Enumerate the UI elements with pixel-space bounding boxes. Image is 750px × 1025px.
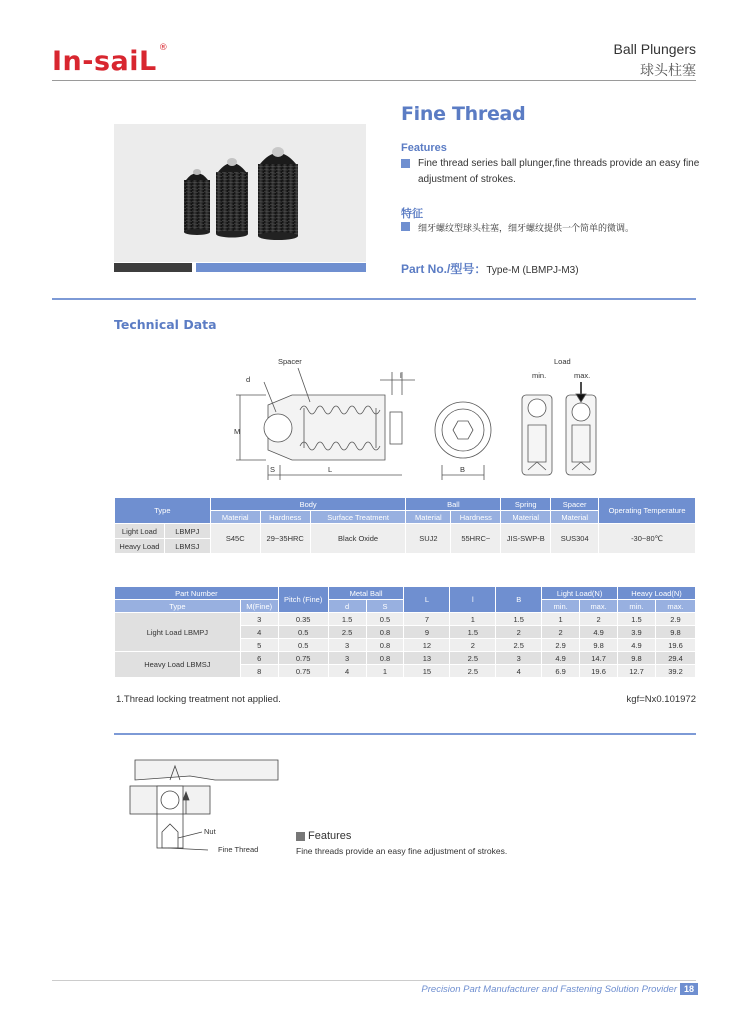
dim-cell: 0.8 — [366, 639, 404, 652]
label-l: L — [328, 465, 333, 474]
dim-sub-d: d — [328, 600, 366, 613]
spec-sub-header: Material — [210, 511, 260, 524]
footer-divider — [52, 980, 696, 981]
dim-cell: 14.7 — [580, 652, 618, 665]
part-number: Part No./型号：Type-M (LBMPJ-M3) — [401, 262, 579, 276]
dim-cell: 1 — [450, 613, 496, 626]
spec-header-spacer: Spacer — [551, 498, 599, 511]
dim-cell: 6.9 — [542, 665, 580, 678]
dim-cell: 2 — [542, 626, 580, 639]
spec-sub-header: Material — [551, 511, 599, 524]
dim-header-pitch: Pitch (Fine) — [278, 587, 328, 613]
label-fine-thread: Fine Thread — [218, 845, 259, 854]
note-text: 1.Thread locking treatment not applied. — [116, 694, 281, 705]
application-features-heading: Features — [308, 830, 352, 842]
plunger-medium — [216, 158, 248, 238]
dim-cell: 0.5 — [278, 639, 328, 652]
dim-cell: 2.9 — [542, 639, 580, 652]
dim-cell: 1.5 — [328, 613, 366, 626]
dim-cell: 3 — [496, 652, 542, 665]
dim-cell: 1 — [542, 613, 580, 626]
dim-cell: 9.8 — [580, 639, 618, 652]
dim-cell: 29.4 — [655, 652, 695, 665]
dim-cell: 7 — [404, 613, 450, 626]
dim-header-metal-ball: Metal Ball — [328, 587, 404, 600]
header-divider — [52, 80, 696, 81]
spec-value-cell: S45C — [210, 524, 260, 554]
dim-cell: 2.5 — [328, 626, 366, 639]
dim-cell: 5 — [240, 639, 278, 652]
dim-cell: 4.9 — [542, 652, 580, 665]
dim-cell: 3 — [240, 613, 278, 626]
label-d: d — [246, 375, 251, 384]
product-title: Fine Thread — [401, 103, 526, 125]
dim-cell: 2.5 — [496, 639, 542, 652]
plunger-large — [258, 147, 298, 240]
spec-value-cell: SUJ2 — [406, 524, 451, 554]
dim-cell: 0.75 — [278, 652, 328, 665]
technical-data-heading: Technical Data — [114, 317, 217, 332]
dim-cell: 2 — [580, 613, 618, 626]
label-small-l: l — [400, 371, 402, 380]
plunger-small — [184, 169, 210, 235]
dim-cell: 19.6 — [580, 665, 618, 678]
label-s: S — [270, 465, 276, 474]
spec-header-temp: Operating Temperature — [599, 498, 696, 524]
spec-value-cell: 55HRC~ — [451, 524, 501, 554]
features-text-cn: 细牙螺纹型球头柱塞，细牙螺纹提供一个简单的微调。 — [418, 223, 635, 233]
catalog-subtitle-cn: 球头柱塞 — [640, 62, 696, 78]
dim-header-heavy-load: Heavy Load(N) — [618, 587, 696, 600]
spec-value-cell: SUS304 — [551, 524, 599, 554]
dim-sub-max: max. — [655, 600, 695, 613]
photo-bar-blue — [196, 263, 366, 272]
dim-header-l: l — [450, 587, 496, 613]
dim-cell: 0.35 — [278, 613, 328, 626]
label-min: min. — [532, 371, 547, 380]
dim-cell: 13 — [404, 652, 450, 665]
dim-cell: 3 — [328, 652, 366, 665]
bullet-square — [296, 832, 305, 841]
spec-header-body: Body — [210, 498, 406, 511]
dim-cell: 2 — [496, 626, 542, 639]
dim-cell: 9.8 — [655, 626, 695, 639]
dim-header-part-number: Part Number — [115, 587, 279, 600]
label-b: B — [460, 465, 466, 474]
footer — [421, 983, 698, 997]
dim-cell: 15 — [404, 665, 450, 678]
dim-header-light-load: Light Load(N) — [542, 587, 618, 600]
dim-cell: 2.5 — [450, 665, 496, 678]
features-heading: Features — [401, 142, 447, 154]
dim-sub-min: min. — [618, 600, 656, 613]
dim-cell: 8 — [240, 665, 278, 678]
page-number: 18 — [680, 983, 698, 995]
dim-cell: 4.9 — [618, 639, 656, 652]
spec-table — [114, 497, 696, 554]
spec-code-cell: LBMSJ — [164, 539, 210, 554]
dim-cell: 0.8 — [366, 626, 404, 639]
dimension-table — [114, 586, 696, 678]
dim-cell: 12 — [404, 639, 450, 652]
dim-cell: 0.8 — [366, 652, 404, 665]
dim-cell: 1.5 — [618, 613, 656, 626]
spec-header-spring: Spring — [501, 498, 551, 511]
label-load: Load — [554, 357, 571, 366]
application-features-text: Fine threads provide an easy fine adjustment of strokes. — [296, 846, 508, 856]
spec-sub-header: Material — [406, 511, 451, 524]
spec-value-cell: 29~35HRC — [260, 524, 310, 554]
spec-sub-header: Surface Treatment — [310, 511, 406, 524]
dim-cell: 39.2 — [655, 665, 695, 678]
dim-cell: 4 — [496, 665, 542, 678]
spec-value-cell: -30~80℃ — [599, 524, 696, 554]
section-divider — [114, 733, 696, 735]
bullet-square — [401, 222, 410, 231]
dim-sub-max: max. — [580, 600, 618, 613]
dim-cell: 19.6 — [655, 639, 695, 652]
dim-cell: 2 — [450, 639, 496, 652]
features-heading-cn: 特征 — [401, 208, 423, 220]
dim-cell: 3 — [328, 639, 366, 652]
dim-cell: 1.5 — [450, 626, 496, 639]
dim-cell: 1.5 — [496, 613, 542, 626]
dim-type-heavy: Heavy Load LBMSJ — [115, 652, 241, 678]
bullet-square — [401, 159, 410, 168]
dim-cell: 3.9 — [618, 626, 656, 639]
dim-cell: 2.5 — [450, 652, 496, 665]
dim-cell: 0.75 — [278, 665, 328, 678]
dim-sub-type: Type — [115, 600, 241, 613]
footer-text: Precision Part Manufacturer and Fastening Solution Provider — [421, 983, 677, 995]
spec-header-ball: Ball — [406, 498, 501, 511]
technical-drawing — [220, 350, 620, 485]
product-photo — [114, 124, 366, 262]
dim-cell: 1 — [366, 665, 404, 678]
application-drawing — [120, 752, 280, 862]
label-max: max. — [574, 371, 591, 380]
label-nut: Nut — [204, 827, 216, 836]
spec-sub-header: Material — [501, 511, 551, 524]
label-m: M — [234, 427, 241, 436]
dim-type-light: Light Load LBMPJ — [115, 613, 241, 652]
dim-cell: 4 — [240, 626, 278, 639]
dim-cell: 12.7 — [618, 665, 656, 678]
dim-cell: 4 — [328, 665, 366, 678]
dim-cell: 2.9 — [655, 613, 695, 626]
features-text: Fine thread series ball plunger,fine threads provide an easy fine adjustment of strokes. — [418, 158, 700, 185]
spec-sub-header: Hardness — [451, 511, 501, 524]
spec-type-cell: Light Load — [115, 524, 165, 539]
dim-header-B: B — [496, 587, 542, 613]
conversion-note: kgf=Nx0.101972 — [626, 694, 696, 705]
spec-value-cell: Black Oxide — [310, 524, 406, 554]
label-spacer: Spacer — [278, 357, 302, 366]
dim-cell: 9.8 — [618, 652, 656, 665]
dim-cell: 6 — [240, 652, 278, 665]
catalog-title: Ball Plungers — [613, 41, 696, 57]
dim-cell: 0.5 — [366, 613, 404, 626]
dim-sub-s: S — [366, 600, 404, 613]
dim-cell: 0.5 — [278, 626, 328, 639]
spec-value-cell: JIS-SWP-B — [501, 524, 551, 554]
spec-type-cell: Heavy Load — [115, 539, 165, 554]
photo-bar-dark — [114, 263, 192, 272]
dim-header-L: L — [404, 587, 450, 613]
brand-logo: In-saiL ® — [52, 43, 169, 77]
dim-cell: 4.9 — [580, 626, 618, 639]
spec-sub-header: Hardness — [260, 511, 310, 524]
spec-header-type: Type — [115, 498, 211, 524]
section-divider — [52, 298, 696, 300]
spec-code-cell: LBMPJ — [164, 524, 210, 539]
dim-sub-min: min. — [542, 600, 580, 613]
dim-cell: 9 — [404, 626, 450, 639]
dim-sub-m-fine: M(Fine) — [240, 600, 278, 613]
